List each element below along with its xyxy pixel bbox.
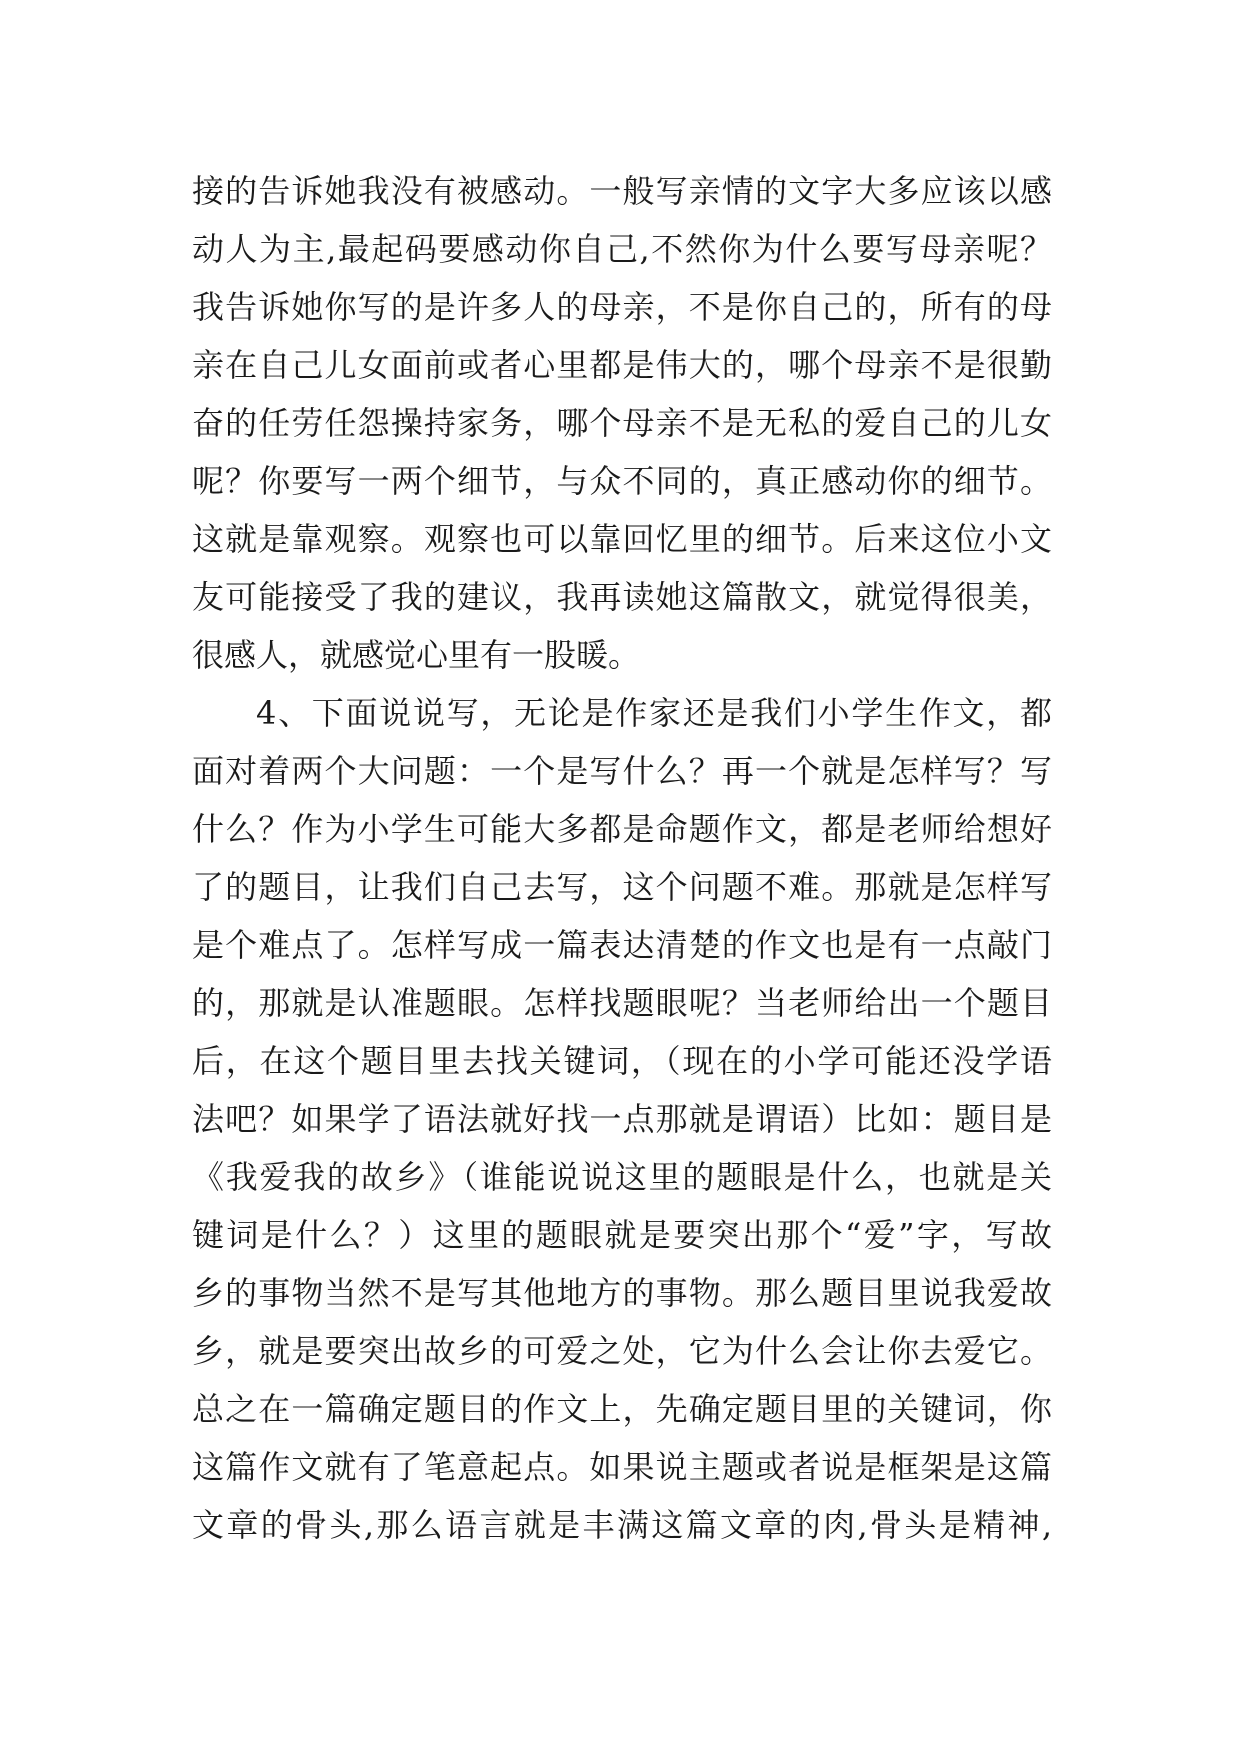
text-line: 后，在这个题目里去找关键词，（现在的小学可能还没学语 (192, 1042, 1052, 1080)
text-line: 面对着两个大问题：一个是写什么？再一个就是怎样写？写 (192, 752, 1052, 790)
text-line: 接的告诉她我没有被感动。一般写亲情的文字大多应该以感 (192, 172, 1052, 210)
text-line: 什么？作为小学生可能大多都是命题作文，都是老师给想好 (192, 810, 1052, 848)
body-text (192, 162, 1052, 1554)
text-line: 友可能接受了我的建议，我再读她这篇散文，就觉得很美， (192, 578, 1052, 616)
text-line: 键词是什么？）这里的题眼就是要突出那个“爱”字，写故 (192, 1216, 1052, 1254)
text-line: 文章的骨头,那么语言就是丰满这篇文章的肉,骨头是精神, (192, 1506, 1052, 1544)
text-line: 了的题目，让我们自己去写，这个问题不难。那就是怎样写 (192, 868, 1052, 906)
text-line: 乡的事物当然不是写其他地方的事物。那么题目里说我爱故 (192, 1274, 1052, 1312)
text-line: 这篇作文就有了笔意起点。如果说主题或者说是框架是这篇 (192, 1448, 1052, 1486)
text-line: 是个难点了。怎样写成一篇表达清楚的作文也是有一点敲门 (192, 926, 1052, 964)
paragraph-start-line: 4、下面说说写，无论是作家还是我们小学生作文，都 (256, 694, 1052, 732)
text-line: 奋的任劳任怨操持家务，哪个母亲不是无私的爱自己的儿女 (192, 404, 1052, 442)
text-line: 乡，就是要突出故乡的可爱之处，它为什么会让你去爱它。 (192, 1332, 1052, 1370)
text-line: 法吧？如果学了语法就好找一点那就是谓语）比如：题目是 (192, 1100, 1052, 1138)
text-line: 我告诉她你写的是许多人的母亲，不是你自己的，所有的母 (192, 288, 1052, 326)
paragraph-end-line: 很感人，就感觉心里有一股暖。 (192, 636, 641, 674)
text-line: 这就是靠观察。观察也可以靠回忆里的细节。后来这位小文 (192, 520, 1052, 558)
text-line: 的，那就是认准题眼。怎样找题眼呢？当老师给出一个题目 (192, 984, 1052, 1022)
text-line: 动人为主,最起码要感动你自己,不然你为什么要写母亲呢？ (192, 230, 1052, 268)
text-line: 总之在一篇确定题目的作文上，先确定题目里的关键词，你 (192, 1390, 1052, 1428)
text-line: 亲在自己儿女面前或者心里都是伟大的，哪个母亲不是很勤 (192, 346, 1052, 384)
text-line: 《我爱我的故乡》（谁能说说这里的题眼是什么，也就是关 (192, 1158, 1052, 1196)
text-line: 呢？你要写一两个细节，与众不同的，真正感动你的细节。 (192, 462, 1052, 500)
